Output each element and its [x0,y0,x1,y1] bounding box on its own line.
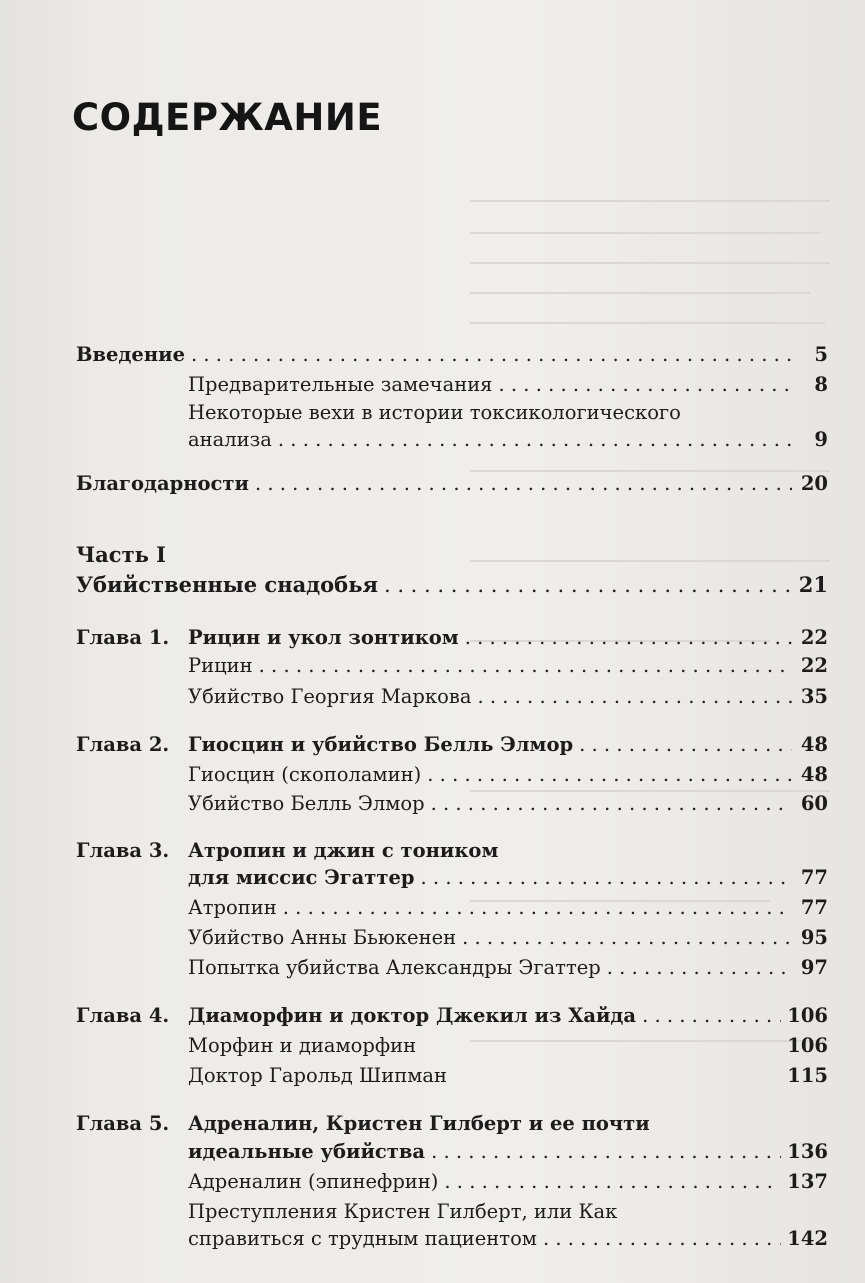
toc-entry[interactable] [188,792,828,816]
toc-entry-label: справиться с трудным пациентом [188,1227,537,1250]
dot-leader [283,896,792,920]
toc-entry-label: Убийство Георгия Маркова [188,685,472,708]
page-title: СОДЕРЖАНИЕ [72,96,383,139]
toc-entry[interactable] [188,763,828,787]
dot-leader [421,866,792,890]
chapter-number: Глава 3. [76,839,170,862]
toc-entry-label: Адреналин (эпинефрин) [188,1170,439,1193]
toc-entry-chapter-3[interactable] [188,866,828,890]
dot-leader [462,926,792,950]
toc-entry[interactable] [188,1170,828,1194]
toc-page-number: 95 [800,926,828,949]
toc-entry-line: Некоторые вехи в истории токсикологического [188,401,681,424]
dot-leader [579,733,792,757]
dot-leader [278,428,792,452]
dot-leader [431,1140,781,1164]
dot-leader [431,792,792,816]
toc-entry-label: для миссис Эгаттер [188,866,415,889]
toc-page-number: 48 [800,763,828,786]
toc-entry-label-line1: Адреналин, Кристен Гилберт и ее почти [188,1112,650,1135]
dot-leader [543,1227,781,1251]
toc-entry-label: Введение [76,343,185,366]
toc-page-number: 106 [787,1034,828,1057]
toc-entry[interactable] [188,956,828,980]
toc-entry-chapter-5[interactable] [188,1140,828,1164]
toc-entry-chapter-4[interactable] [76,1004,828,1028]
toc-entry-line: Преступления Кристен Гилберт, или Как [188,1200,618,1223]
toc-entry-label: Рицин [188,654,253,677]
dot-leader [427,763,792,787]
dot-leader [444,1170,781,1194]
toc-entry-label: Рицин и укол зонтиком [188,626,459,649]
toc-entry-chapter-1[interactable] [76,626,828,650]
toc-entry[interactable] [188,926,828,950]
toc-page-number: 9 [814,428,828,451]
toc-entry-label: Убийство Белль Элмор [188,792,425,815]
toc-page-number: 21 [798,572,828,597]
toc-entry-chapter-2[interactable] [76,733,828,757]
toc-entry-chapter-5-line1 [76,1112,650,1136]
toc-entry[interactable] [188,685,828,709]
toc-page-number: 137 [787,1170,828,1193]
toc-entry-label: анализа [188,428,272,451]
chapter-number: Глава 2. [76,733,170,756]
toc-entry-label: Диаморфин и доктор Джекил из Хайда [188,1004,637,1027]
chapter-number: Глава 5. [76,1112,170,1135]
toc-entry-label: Морфин и диаморфин [188,1034,417,1057]
toc-entry[interactable] [188,1227,828,1251]
dot-leader [259,654,792,678]
chapter-number: Глава 4. [76,1004,170,1027]
toc-page-number: 8 [814,373,828,396]
toc-entry-thanks[interactable] [76,472,828,496]
toc-entry-label: Благодарности [76,472,249,495]
toc-entry[interactable] [188,1034,828,1058]
toc-page-number: 142 [787,1227,828,1250]
toc-entry-label: Гиосцин и убийство Белль Элмор [188,733,574,756]
toc-entry-chapter-3-line1 [76,839,498,863]
dot-leader [255,472,792,496]
toc-entry-label: идеальные убийства [188,1140,426,1163]
dot-leader [499,373,793,397]
toc-entry-part[interactable] [76,573,828,597]
toc-page-number: 77 [800,866,828,889]
dot-leader [477,685,792,709]
dot-leader [607,956,792,980]
part-heading: Часть I [76,542,166,567]
dot-leader [191,343,792,367]
toc-entry-intro[interactable] [76,343,828,367]
toc-entry-label: Атропин [188,896,277,919]
dot-leader [642,1004,781,1028]
toc-page-number: 97 [800,956,828,979]
toc-entry-label: Убийственные снадобья [76,572,378,597]
toc-entry-label: Предварительные замечания [188,373,493,396]
toc-entry[interactable] [188,654,828,678]
toc-page-number: 48 [800,733,828,756]
toc-page-number: 115 [787,1064,828,1087]
toc-entry-label-line1: Атропин и джин с тоником [188,839,499,862]
toc-entry-label: Попытка убийства Александры Эгаттер [188,956,601,979]
toc-page-number: 77 [800,896,828,919]
toc-entry-label: Убийство Анны Бьюкенен [188,926,457,949]
toc-page-number: 136 [787,1140,828,1163]
toc-entry[interactable] [188,373,828,397]
dot-leader [465,626,792,650]
toc-page-number: 5 [814,343,828,366]
toc-page-number: 106 [787,1004,828,1027]
toc-page-number: 60 [800,792,828,815]
toc-page-number: 20 [800,472,828,495]
toc-page-number: 22 [800,654,828,677]
chapter-number: Глава 1. [76,626,170,649]
toc-entry[interactable] [188,1064,828,1088]
toc-entry[interactable] [188,896,828,920]
toc-page-number: 22 [800,626,828,649]
toc-entry-label: Гиосцин (скополамин) [188,763,422,786]
toc-entry-label: Доктор Гарольд Шипман [188,1064,447,1087]
dot-leader [384,573,792,597]
toc-entry[interactable] [188,428,828,452]
toc-page-number: 35 [800,685,828,708]
